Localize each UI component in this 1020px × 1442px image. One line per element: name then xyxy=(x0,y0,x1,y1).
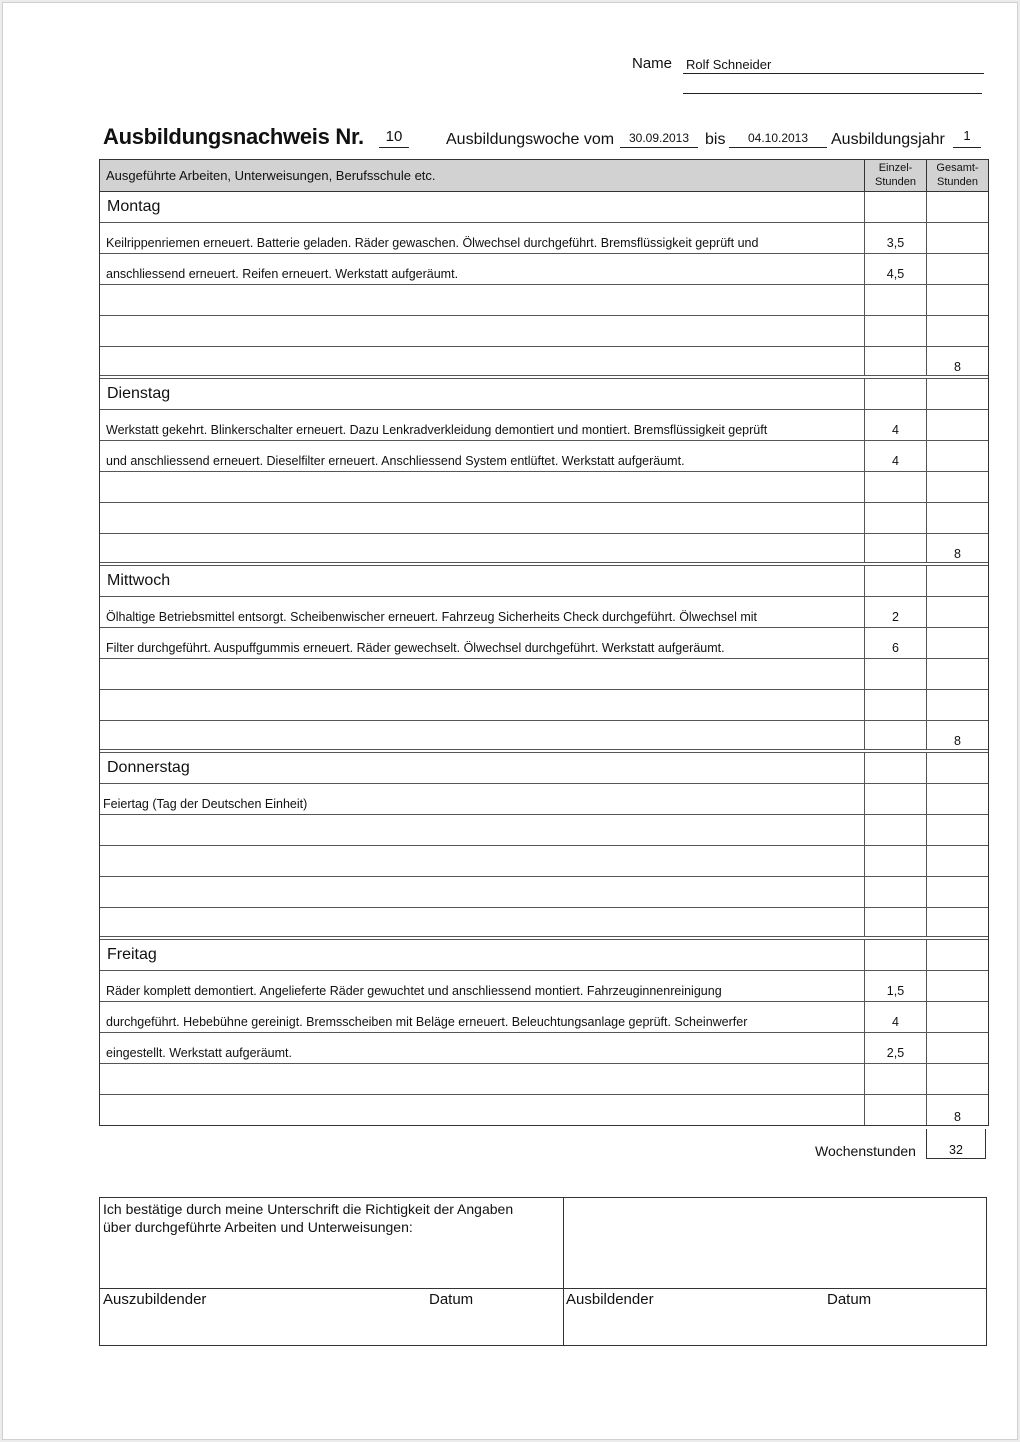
total-hours-cell[interactable] xyxy=(927,285,988,315)
total-hours-cell[interactable] xyxy=(927,410,988,440)
single-hours-cell[interactable]: 4 xyxy=(865,410,927,440)
day-row-mittwoch xyxy=(100,566,988,597)
activity-cell[interactable] xyxy=(100,1064,865,1094)
activity-cell[interactable]: Filter durchgeführt. Auspuffgummis erneuert. Räder gewechselt. Ölwechsel durchgeführt. Werkstatt aufgeräumt. xyxy=(100,628,865,658)
entry-row xyxy=(100,347,988,379)
single-hours-cell[interactable]: 2 xyxy=(865,597,927,627)
weekly-hours-label: Wochenstunden xyxy=(815,1143,916,1159)
weekly-hours-field[interactable]: 32 xyxy=(926,1129,986,1159)
day-total-hours-cell[interactable] xyxy=(927,940,988,970)
day-total-hours[interactable]: 8 xyxy=(954,360,961,374)
entry-row xyxy=(100,1095,988,1125)
entry-row xyxy=(100,721,988,753)
signature-horizontal-divider xyxy=(100,1288,986,1289)
day-name: Montag xyxy=(100,192,865,222)
from-date-field[interactable]: 30.09.2013 xyxy=(620,131,698,148)
activity-cell[interactable] xyxy=(100,534,865,562)
entry-row xyxy=(100,223,988,254)
trainee-signature-label: Auszubildender xyxy=(103,1291,207,1308)
name-label: Name xyxy=(632,55,673,72)
total-hours-cell[interactable] xyxy=(927,254,988,284)
single-hours-cell[interactable]: 4,5 xyxy=(865,254,927,284)
activity-cell[interactable] xyxy=(100,846,865,876)
entry-row xyxy=(100,254,988,285)
day-name: Dienstag xyxy=(100,379,865,409)
single-hours-cell[interactable] xyxy=(865,534,927,562)
activity-cell[interactable]: Ölhaltige Betriebsmittel entsorgt. Scheibenwischer erneuert. Fahrzeug Sicherheits Check durchgeführt. Ölwechsel mit xyxy=(100,597,865,627)
day-total-hours-cell[interactable] xyxy=(927,566,988,596)
single-hours-cell[interactable]: 3,5 xyxy=(865,223,927,253)
entry-row xyxy=(100,503,988,534)
entry-row xyxy=(100,1064,988,1095)
total-hours-cell[interactable] xyxy=(927,877,988,907)
entry-row xyxy=(100,410,988,441)
entry-row xyxy=(100,472,988,503)
total-hours-cell[interactable] xyxy=(927,441,988,471)
activity-cell[interactable]: Feiertag (Tag der Deutschen Einheit) xyxy=(100,784,865,814)
activity-cell[interactable]: anschliessend erneuert. Reifen erneuert. Werkstatt aufgeräumt. xyxy=(100,254,865,284)
activity-cell[interactable] xyxy=(100,347,865,375)
total-hours-header-line1: Gesamt- xyxy=(936,162,979,174)
activity-cell[interactable] xyxy=(100,690,865,720)
day-row-dienstag xyxy=(100,379,988,410)
single-hours-cell[interactable]: 4 xyxy=(865,441,927,471)
day-total-hours-cell[interactable] xyxy=(927,753,988,783)
bis-label: bis xyxy=(705,131,726,148)
report-page xyxy=(2,2,1018,1440)
total-hours-cell[interactable] xyxy=(927,815,988,845)
entry-row xyxy=(100,628,988,659)
total-hours-cell[interactable] xyxy=(927,628,988,658)
total-hours-cell[interactable] xyxy=(927,971,988,1001)
activity-cell[interactable]: eingestellt. Werkstatt aufgeräumt. xyxy=(100,1033,865,1063)
single-hours-cell[interactable] xyxy=(865,1095,927,1125)
day-single-hours-cell[interactable] xyxy=(865,940,927,970)
entry-row xyxy=(100,815,988,846)
total-hours-cell[interactable] xyxy=(927,1064,988,1094)
activity-cell[interactable] xyxy=(100,877,865,907)
total-hours-cell[interactable] xyxy=(927,846,988,876)
activity-cell[interactable] xyxy=(100,721,865,749)
single-hours-cell[interactable] xyxy=(865,285,927,315)
activity-table xyxy=(99,159,989,1126)
total-hours-header-line2: Stunden xyxy=(937,176,978,188)
day-row-freitag xyxy=(100,940,988,971)
name-second-line xyxy=(683,93,982,94)
total-hours-cell[interactable] xyxy=(927,597,988,627)
entry-row xyxy=(100,846,988,877)
single-hours-cell[interactable]: 4 xyxy=(865,1002,927,1032)
activity-cell[interactable] xyxy=(100,659,865,689)
total-hours-column-header xyxy=(927,160,988,191)
activity-cell[interactable]: Keilrippenriemen erneuert. Batterie geladen. Räder gewaschen. Ölwechsel durchgeführt. Bremsflüssigkeit geprüft und xyxy=(100,223,865,253)
day-single-hours-cell[interactable] xyxy=(865,379,927,409)
year-label: Ausbildungsjahr xyxy=(831,131,945,148)
day-single-hours-cell[interactable] xyxy=(865,566,927,596)
day-single-hours-cell[interactable] xyxy=(865,753,927,783)
single-hours-header-line1: Einzel- xyxy=(878,162,913,174)
activity-cell[interactable]: und anschliessend erneuert. Dieselfilter erneuert. Anschliessend System entlüftet. Werkstatt aufgeräumt. xyxy=(100,441,865,471)
entry-row xyxy=(100,908,988,940)
single-hours-cell[interactable] xyxy=(865,846,927,876)
day-total-hours-cell[interactable] xyxy=(927,379,988,409)
activity-cell[interactable] xyxy=(100,316,865,346)
entry-row xyxy=(100,285,988,316)
entry-row xyxy=(100,784,988,815)
page-title: Ausbildungsnachweis Nr. xyxy=(103,124,364,149)
confirmation-line-2: über durchgeführte Arbeiten und Unterweisungen: xyxy=(103,1219,413,1235)
day-row-donnerstag xyxy=(100,753,988,784)
entry-row xyxy=(100,690,988,721)
day-single-hours-cell[interactable] xyxy=(865,192,927,222)
trainee-date-label: Datum xyxy=(429,1291,474,1308)
single-hours-cell[interactable]: 2,5 xyxy=(865,1033,927,1063)
single-hours-cell[interactable] xyxy=(865,316,927,346)
confirmation-text xyxy=(103,1200,553,1236)
total-hours-cell[interactable] xyxy=(927,316,988,346)
activity-cell[interactable]: durchgeführt. Hebebühne gereinigt. Bremsscheiben mit Beläge erneuert. Beleuchtungsanlage geprüft. Scheinwerfer xyxy=(100,1002,865,1032)
total-hours-cell[interactable] xyxy=(927,1002,988,1032)
training-year-field[interactable]: 1 xyxy=(953,129,981,148)
to-date-field[interactable]: 04.10.2013 xyxy=(729,131,827,148)
total-hours-cell[interactable] xyxy=(927,223,988,253)
table-header xyxy=(100,160,988,192)
single-hours-cell[interactable] xyxy=(865,908,927,936)
day-name: Donnerstag xyxy=(100,753,865,783)
activity-cell[interactable] xyxy=(100,503,865,533)
single-hours-cell[interactable] xyxy=(865,659,927,689)
single-hours-cell[interactable] xyxy=(865,877,927,907)
day-total-hours[interactable]: 8 xyxy=(954,547,961,561)
single-hours-cell[interactable] xyxy=(865,1064,927,1094)
entry-row xyxy=(100,534,988,566)
activity-column-header: Ausgeführte Arbeiten, Unterweisungen, Berufsschule etc. xyxy=(100,160,865,191)
single-hours-cell[interactable] xyxy=(865,721,927,749)
entry-row xyxy=(100,316,988,347)
single-hours-cell[interactable]: 1,5 xyxy=(865,971,927,1001)
trainer-signature-label: Ausbildender xyxy=(566,1291,654,1308)
entry-row xyxy=(100,1002,988,1033)
total-hours-cell[interactable] xyxy=(927,1033,988,1063)
single-hours-cell[interactable] xyxy=(865,784,927,814)
total-hours-cell[interactable] xyxy=(927,784,988,814)
single-hours-cell[interactable] xyxy=(865,503,927,533)
day-total-hours[interactable] xyxy=(927,908,988,936)
activity-cell[interactable] xyxy=(100,815,865,845)
single-hours-header-line2: Stunden xyxy=(875,176,916,188)
name-field[interactable]: Rolf Schneider xyxy=(683,57,984,74)
activity-cell[interactable] xyxy=(100,908,865,936)
activity-cell[interactable]: Werkstatt gekehrt. Blinkerschalter erneuert. Dazu Lenkradverkleidung demontiert und montiert. Bremsflüssigkeit geprüft xyxy=(100,410,865,440)
single-hours-cell[interactable] xyxy=(865,472,927,502)
total-hours-cell[interactable] xyxy=(927,690,988,720)
day-row-montag xyxy=(100,192,988,223)
report-number-field[interactable]: 10 xyxy=(379,128,409,148)
single-hours-cell[interactable] xyxy=(865,815,927,845)
total-hours-cell[interactable] xyxy=(927,472,988,502)
week-label: Ausbildungswoche vom xyxy=(446,131,615,148)
activity-cell[interactable]: Räder komplett demontiert. Angelieferte Räder gewuchtet und anschliessend montiert. Fahrzeuginnenreinigung xyxy=(100,971,865,1001)
entry-row xyxy=(100,597,988,628)
activity-cell[interactable] xyxy=(100,1095,865,1125)
single-hours-cell[interactable]: 6 xyxy=(865,628,927,658)
signature-vertical-divider xyxy=(563,1198,564,1346)
entry-row xyxy=(100,971,988,1002)
entry-row xyxy=(100,441,988,472)
entry-row xyxy=(100,877,988,908)
day-total-hours[interactable]: 8 xyxy=(954,1110,961,1124)
activity-cell[interactable] xyxy=(100,285,865,315)
day-name: Freitag xyxy=(100,940,865,970)
total-hours-cell[interactable] xyxy=(927,503,988,533)
day-total-hours-cell[interactable] xyxy=(927,192,988,222)
entry-row xyxy=(100,1033,988,1064)
day-total-hours[interactable]: 8 xyxy=(954,734,961,748)
total-hours-cell[interactable] xyxy=(927,659,988,689)
trainer-date-label: Datum xyxy=(827,1291,872,1308)
single-hours-cell[interactable] xyxy=(865,690,927,720)
single-hours-cell[interactable] xyxy=(865,347,927,375)
entry-row xyxy=(100,659,988,690)
day-name: Mittwoch xyxy=(100,566,865,596)
confirmation-line-1: Ich bestätige durch meine Unterschrift die Richtigkeit der Angaben xyxy=(103,1201,514,1217)
signature-block xyxy=(99,1197,987,1346)
single-hours-column-header xyxy=(865,160,927,191)
activity-cell[interactable] xyxy=(100,472,865,502)
